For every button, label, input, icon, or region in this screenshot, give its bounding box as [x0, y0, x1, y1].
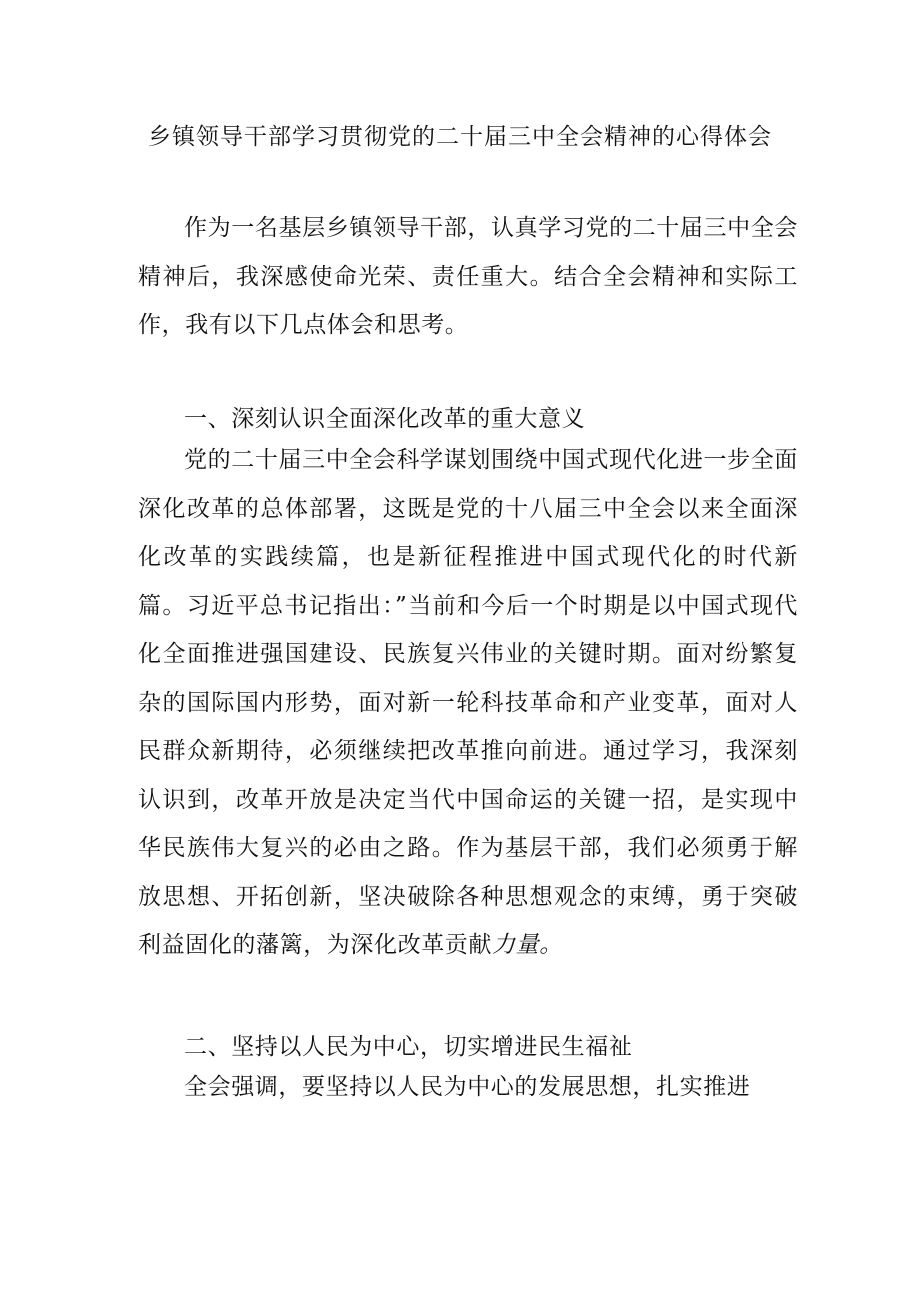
section-2-heading: 二、坚持以人民为中心，切实增进民生福祉 — [184, 1034, 633, 1060]
intro-paragraph-block — [138, 204, 798, 350]
section-1-body-text: 党的二十届三中全会科学谋划围绕中国式现代化进一步全面深化改革的总体部署，这既是党的十八届三中全会以来全面深化改革的实践续篇，也是新征程推进中国式现代化的时代新篇。习近平总书记指出：”当前和今后一个时期是以中国式现代化全面推进强国建设、民族复兴伟业的关键时期。面对纷繁复杂的国际国内形势，面对新一轮科技革命和产业变革，面对人民群众新期待，必须继续把改革推向前进。通过学习，我深刻认识到，改革开放是决定当代中国命运的关键一招，是实现中华民族伟大复兴的必由之路。作为基层干部，我们必须勇于解放思想、开拓创新，坚决破除各种思想观念的束缚，勇于突破利益固化的藩篱，为深化改革贡献 — [138, 447, 798, 958]
section-1-body-tail: 力量。 — [492, 932, 563, 958]
section-1-heading: 一、深刻认识全面深化改革的重大意义 — [184, 406, 586, 432]
section-1-body-block — [138, 436, 798, 970]
section-1-paragraph — [138, 436, 798, 970]
section-2-body-block — [138, 1063, 798, 1112]
document-title: 乡镇领导干部学习贯彻党的二十届三中全会精神的心得体会 — [148, 124, 772, 150]
intro-paragraph: 作为一名基层乡镇领导干部，认真学习党的二十届三中全会精神后，我深感使命光荣、责任重大。结合全会精神和实际工作，我有以下几点体会和思考。 — [138, 215, 798, 338]
section-2-paragraph: 全会强调，要坚持以人民为中心的发展思想，扎实推进 — [184, 1074, 751, 1100]
